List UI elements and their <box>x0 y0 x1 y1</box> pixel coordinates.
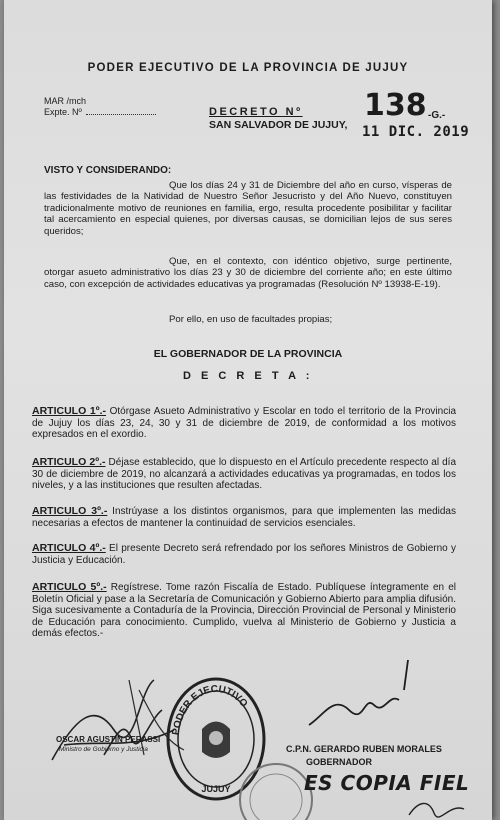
expediente-field <box>44 107 156 117</box>
preamble-paragraph: Que, en el contexto, con idéntico objetivo, surge pertinente, otorgar asueto administrativo los días 23 y 30 de diciembre del corriente año; en este último caso, con excepción de actividades educativas ya programadas (Resolución Nº 13938-E-19). <box>44 256 452 290</box>
governor-signature <box>304 655 444 735</box>
article-text: Instrúyase a los distintos organismos, para que implementen las medidas necesarias a efectos de mantener la continuidad de servicios esenciales. <box>32 506 456 529</box>
article-label: ARTICULO 3º.- <box>32 505 108 517</box>
expediente-blank-line <box>86 114 156 115</box>
minister-name: OSCAR AGUSTIN PERASSI <box>56 735 161 744</box>
article-label: ARTICULO 4º.- <box>32 542 106 554</box>
seal-province: JUJUY <box>201 784 231 794</box>
governor-name: C.P.N. GERARDO RUBEN MORALES <box>286 744 442 754</box>
article-5 <box>32 582 456 640</box>
article-text: El presente Decreto será refrendado por los señores Ministros de Gobierno y Justicia y Educación. <box>32 543 457 566</box>
preamble-heading: VISTO Y CONSIDERANDO: <box>44 165 172 176</box>
article-1 <box>32 406 456 441</box>
decree-suffix: -G.- <box>428 110 446 121</box>
article-3 <box>32 506 456 529</box>
governor-heading: EL GOBERNADOR DE LA PROVINCIA <box>153 348 343 360</box>
copia-fiel-stamp: ES COPIA FIEL <box>304 771 470 795</box>
document-header-title: PODER EJECUTIVO DE LA PROVINCIA DE JUJUY <box>87 62 409 74</box>
expediente-label: Expte. Nº <box>44 107 82 117</box>
initials-scribble <box>404 795 474 820</box>
seal-text: PODER EJECUTIVO <box>170 683 250 737</box>
governor-role: GOBERNADOR <box>306 757 373 767</box>
decree-label: DECRETO Nº <box>209 106 303 118</box>
preamble-paragraph: Que los días 24 y 31 de Diciembre del año en curso, vísperas de las festividades de la Natividad de Nuestro Señor Jesucristo y del Año Nuevo, constituyen tradicionalmente motivo de reuniones en familia, ergo, resulta procedente posibilitar y facilitar tal acercamiento en especial quienes, por diversas causas, se domicilian lejos de sus seres queridos; <box>44 180 452 237</box>
minister-role: Ministro de Gobierno y Justicia <box>59 746 148 753</box>
preamble-paragraph: Por ello, en uso de facultades propias; <box>169 314 333 325</box>
filing-reference: MAR /mch <box>44 96 87 106</box>
article-label: ARTICULO 5º.- <box>32 581 107 593</box>
decreta-heading: D E C R E T A : <box>183 370 313 382</box>
article-text: Déjase establecido, que lo dispuesto en el Artículo precedente respecto al día 30 de diciembre de 2019, no alcanzará a actividades educativas ya programadas, en todos los niveles, y a las instituciones que resulten afectadas. <box>32 457 457 492</box>
article-4 <box>32 543 456 566</box>
article-2 <box>32 457 456 492</box>
article-text: Otórgase Asueto Administrativo y Escolar en todo el territorio de la Provincia de Jujuy los días 23, 24, 30 y 31 de diciembre de 2019, de conformidad a los motivos expresados en el exordio. <box>32 406 456 441</box>
article-text: Regístrese. Tome razón Fiscalía de Estado. Publíquese íntegramente en el Boletín Oficial y pase a la Secretaría de Comunicación y Gobierno Abierto para amplia difusión. Siga sucesivamente a Contaduría de la Provincia, Dirección Provincial de Personal y Ministerio de Educación para conocimiento. Cumplido, vuelva al Ministerio de Gobierno y Justicia a demás efectos.- <box>32 582 457 640</box>
article-label: ARTICULO 1º.- <box>32 405 107 417</box>
article-label: ARTICULO 2º.- <box>32 456 106 468</box>
decree-number: 138 <box>364 88 427 123</box>
date-stamp: 11 DIC. 2019 <box>362 124 470 140</box>
decree-document <box>4 0 492 820</box>
decree-location: SAN SALVADOR DE JUJUY, <box>209 119 348 131</box>
